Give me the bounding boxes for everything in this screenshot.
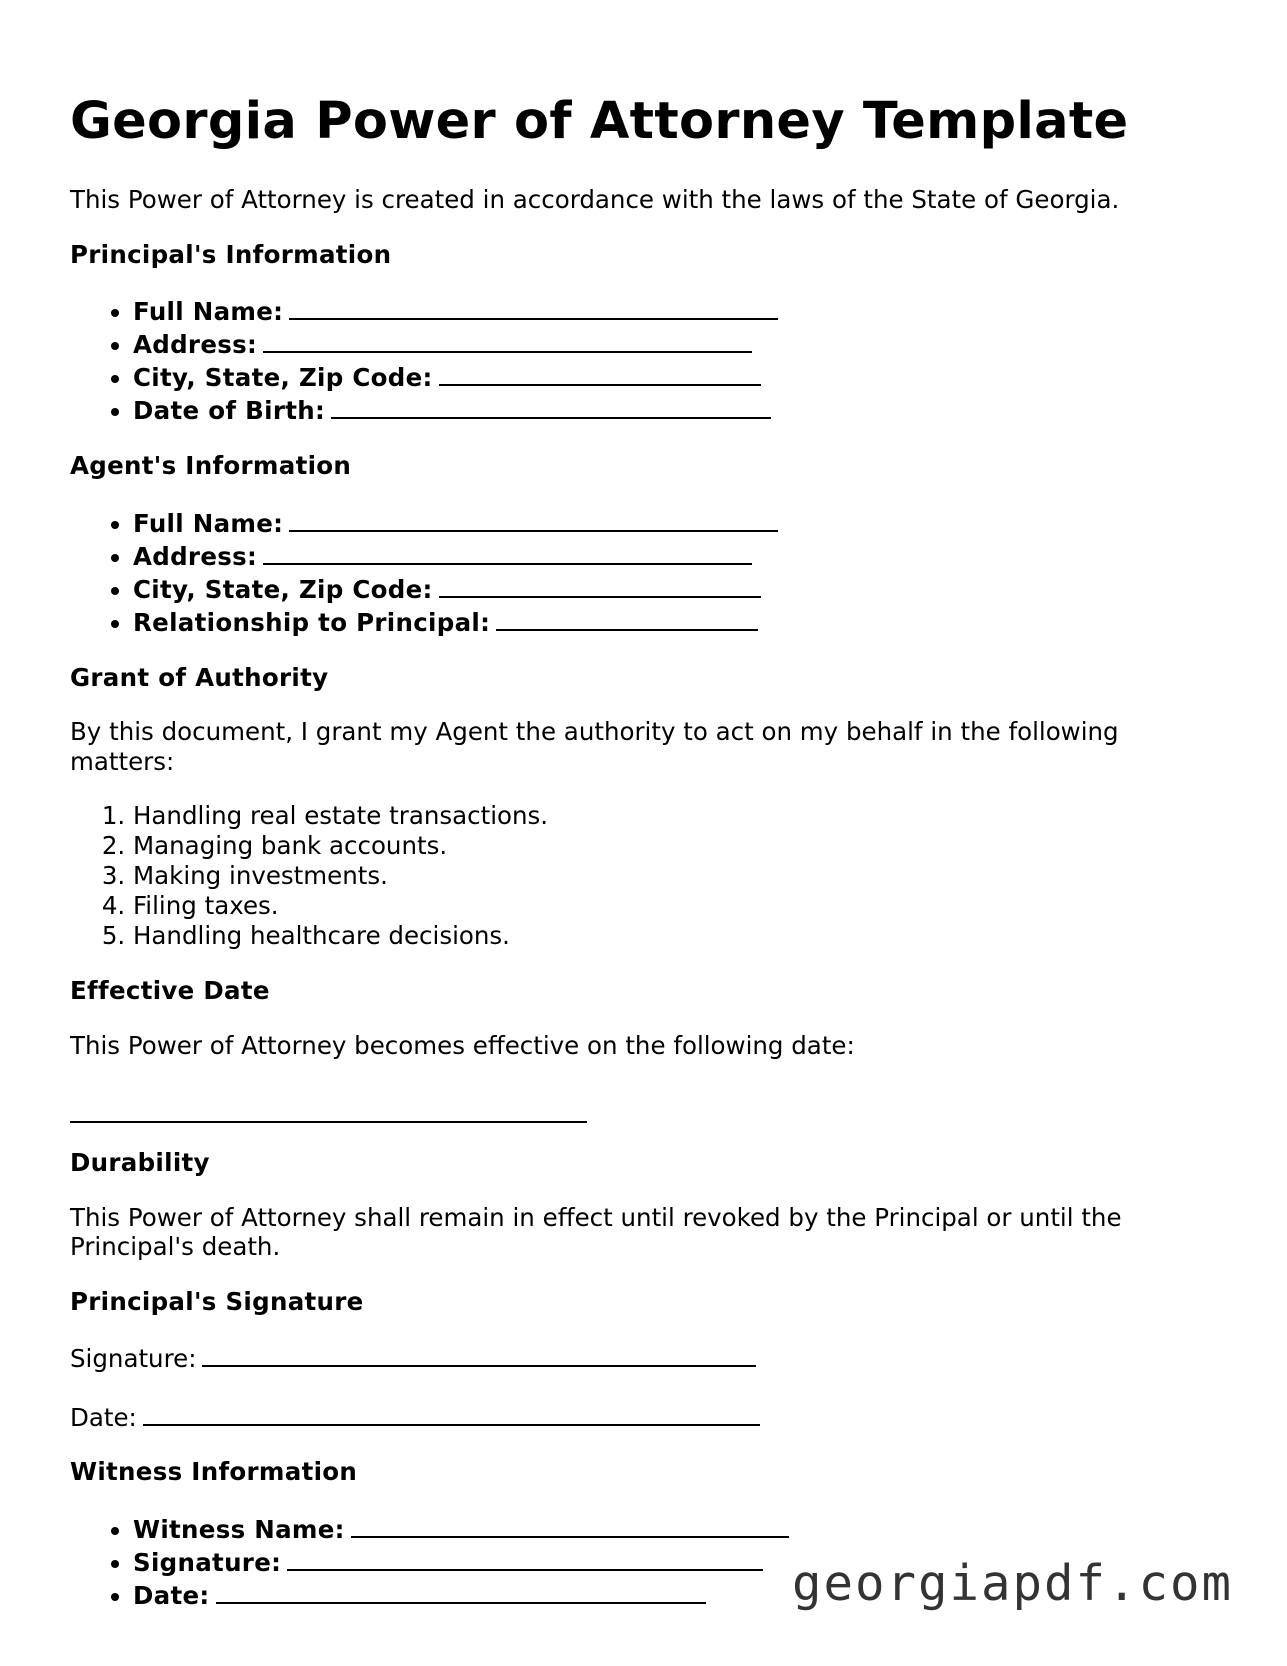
principal-city-state-zip-field [133, 360, 1230, 393]
field-label: Full Name: [133, 508, 284, 538]
witness-signature-blank[interactable] [287, 1545, 763, 1571]
grant-items [70, 801, 1230, 951]
principal-address-blank[interactable] [263, 327, 752, 353]
field-label: Address: [133, 541, 258, 571]
signature-heading: Principal's Signature [70, 1286, 364, 1316]
effective-date-blank[interactable] [70, 1097, 587, 1123]
agent-relationship-blank[interactable] [496, 605, 758, 631]
principal-dob-blank[interactable] [331, 393, 771, 419]
effective-heading: Effective Date [70, 976, 270, 1005]
field-label: Signature: [133, 1547, 282, 1577]
witness-name-blank[interactable] [351, 1512, 789, 1538]
field-label: City, State, Zip Code: [133, 574, 433, 604]
principal-address-field [133, 327, 1230, 360]
agent-city-state-zip-field [133, 572, 1230, 605]
agent-relationship-field [133, 605, 1230, 638]
page-title: Georgia Power of Attorney Template [70, 92, 1129, 151]
agent-address-blank[interactable] [263, 539, 752, 565]
watermark: georgiapdf.com [791, 1555, 1233, 1612]
durability-text: This Power of Attorney shall remain in effect until revoked by the Principal or until the Principal's death. [70, 1202, 1122, 1261]
grant-heading: Grant of Authority [70, 662, 329, 692]
principal-city-state-zip-blank[interactable] [439, 360, 761, 386]
principal-heading: Principal's Information [70, 239, 392, 269]
field-label: Relationship to Principal: [133, 607, 491, 637]
signature-blank[interactable] [202, 1341, 756, 1367]
principal-dob-field [133, 393, 1230, 426]
field-label: Date of Birth: [133, 396, 326, 425]
document-page [70, 0, 1230, 1611]
agent-heading: Agent's Information [70, 451, 352, 480]
list-item: 1. Handling real estate transactions. [133, 801, 1230, 831]
field-label: City, State, Zip Code: [133, 363, 433, 392]
witness-heading: Witness Information [70, 1457, 358, 1486]
list-item: 5. Handling healthcare decisions. [133, 921, 1230, 951]
witness-date-blank[interactable] [216, 1578, 706, 1604]
agent-city-state-zip-blank[interactable] [439, 572, 761, 598]
durability-heading: Durability [70, 1148, 210, 1177]
field-label: Address: [133, 330, 258, 359]
list-item: 2. Managing bank accounts. [133, 831, 1230, 861]
agent-full-name-blank[interactable] [289, 506, 778, 532]
principal-fields [70, 294, 1230, 426]
date-blank[interactable] [143, 1400, 760, 1426]
agent-full-name-field [133, 506, 1230, 539]
signature-label: Signature: [70, 1344, 197, 1373]
list-item: 3. Making investments. [133, 861, 1230, 891]
agent-fields [70, 506, 1230, 638]
signature-line [70, 1341, 1230, 1374]
agent-address-field [133, 539, 1230, 572]
field-label: Witness Name: [133, 1514, 345, 1544]
principal-full-name-field [133, 294, 1230, 327]
grant-text: By this document, I grant my Agent the authority to act on my behalf in the following matters: [70, 717, 1119, 776]
principal-full-name-blank[interactable] [289, 294, 778, 320]
intro-text: This Power of Attorney is created in accordance with the laws of the State of Georgia. [70, 185, 1120, 214]
list-item: 4. Filing taxes. [133, 891, 1230, 921]
field-label: Full Name: [133, 297, 284, 326]
witness-name-field [133, 1512, 1230, 1545]
effective-text: This Power of Attorney becomes effective on the following date: [70, 1030, 855, 1060]
field-label: Date: [133, 1580, 210, 1610]
date-line [70, 1400, 1230, 1433]
date-label: Date: [70, 1402, 137, 1432]
